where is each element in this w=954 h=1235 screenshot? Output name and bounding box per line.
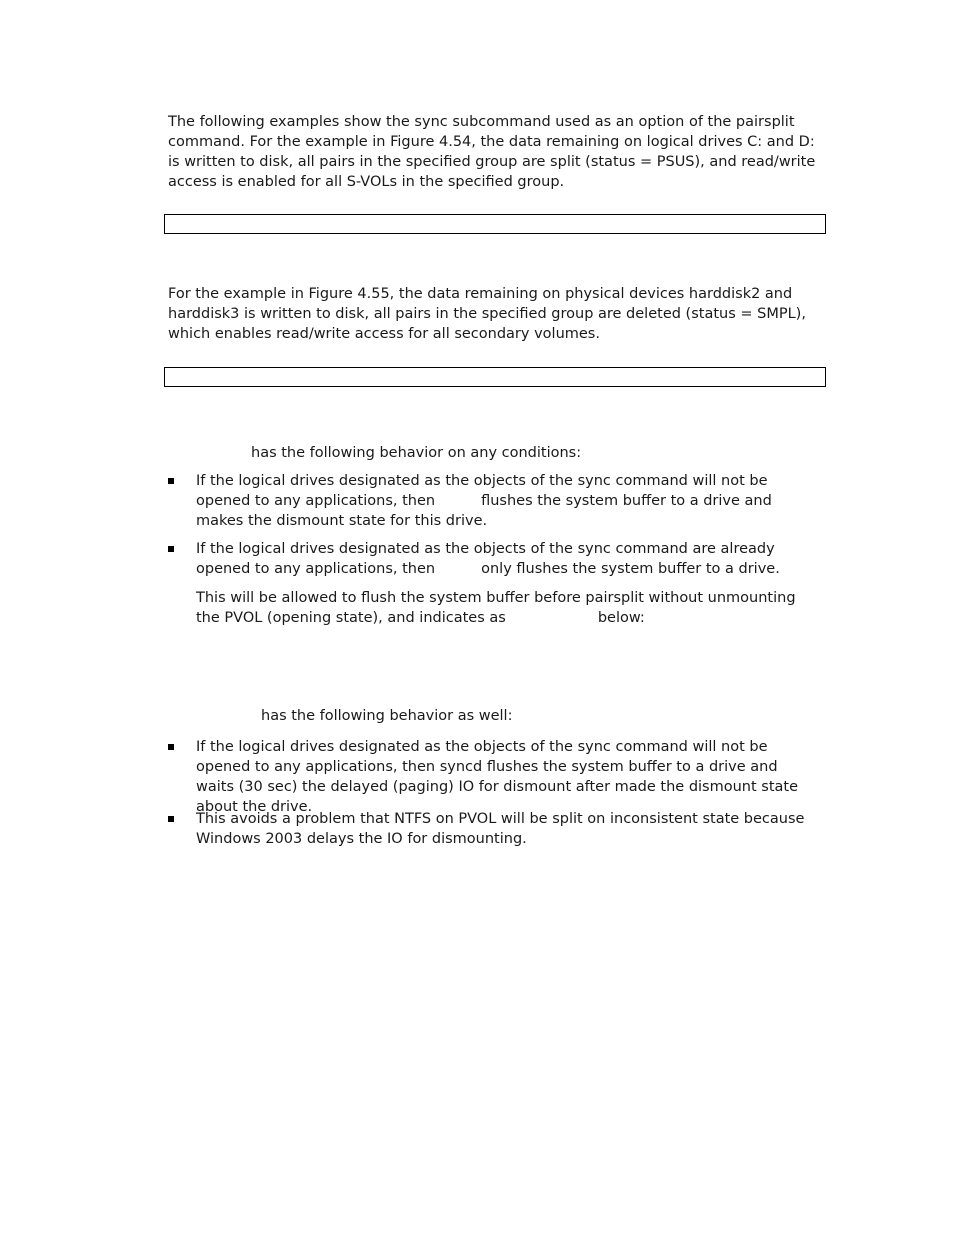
bullet-text-1 bbox=[196, 471, 818, 531]
syncd-behavior-lead: has the following behavior as well: bbox=[261, 708, 513, 724]
bullet-1-part2: flushes the system buffer to a drive and makes the dismount state for this drive. bbox=[196, 493, 772, 529]
flush-note-part1: This will be allowed to flush the system buffer before pairsplit without unmounting the PVOL (opening state), and indicates as bbox=[196, 590, 796, 626]
bullet-text-4: This avoids a problem that NTFS on PVOL will be split on inconsistent state because Windows 2003 delays the IO for dismounting. bbox=[196, 811, 805, 847]
bullet-marker bbox=[168, 744, 174, 750]
figure-4-55-box bbox=[164, 367, 826, 387]
bullet-2-part2: only flushes the system buffer to a drive. bbox=[481, 561, 780, 577]
second-paragraph: For the example in Figure 4.55, the data remaining on physical devices harddisk2 and harddisk3 is written to disk, all pairs in the specified group are deleted (status = SMPL), which enables read/write access for all secondary volumes. bbox=[168, 286, 806, 342]
figure-4-54-box bbox=[164, 214, 826, 234]
bullet-marker bbox=[168, 816, 174, 822]
bullet-marker bbox=[168, 546, 174, 552]
intro-paragraph: The following examples show the sync subcommand used as an option of the pairsplit command. For the example in Figure 4.54, the data remaining on logical drives C: and D: is written to disk, all pairs in the specified group are split (status = PSUS), and read/write access is enabled for all S-VOLs in the specified group. bbox=[168, 114, 816, 190]
flush-note-paragraph bbox=[196, 588, 818, 628]
bullet-text-2 bbox=[196, 539, 818, 579]
sync-behavior-lead: has the following behavior on any conditions: bbox=[251, 445, 582, 461]
bullet-text-3: If the logical drives designated as the objects of the sync command will not be opened to any applications, then syncd flushes the system buffer to a drive and waits (30 sec) the delayed (paging) IO for dismount after made the dismount state about the drive. bbox=[196, 739, 799, 815]
bullet-1-part1: If the logical drives designated as the objects of the sync command will not be opened to any applications, then bbox=[196, 473, 768, 509]
bullet-marker bbox=[168, 478, 174, 484]
flush-note-part2: below: bbox=[597, 610, 645, 626]
bullet-2-part1: If the logical drives designated as the objects of the sync command are already opened to any applications, then bbox=[196, 541, 775, 577]
